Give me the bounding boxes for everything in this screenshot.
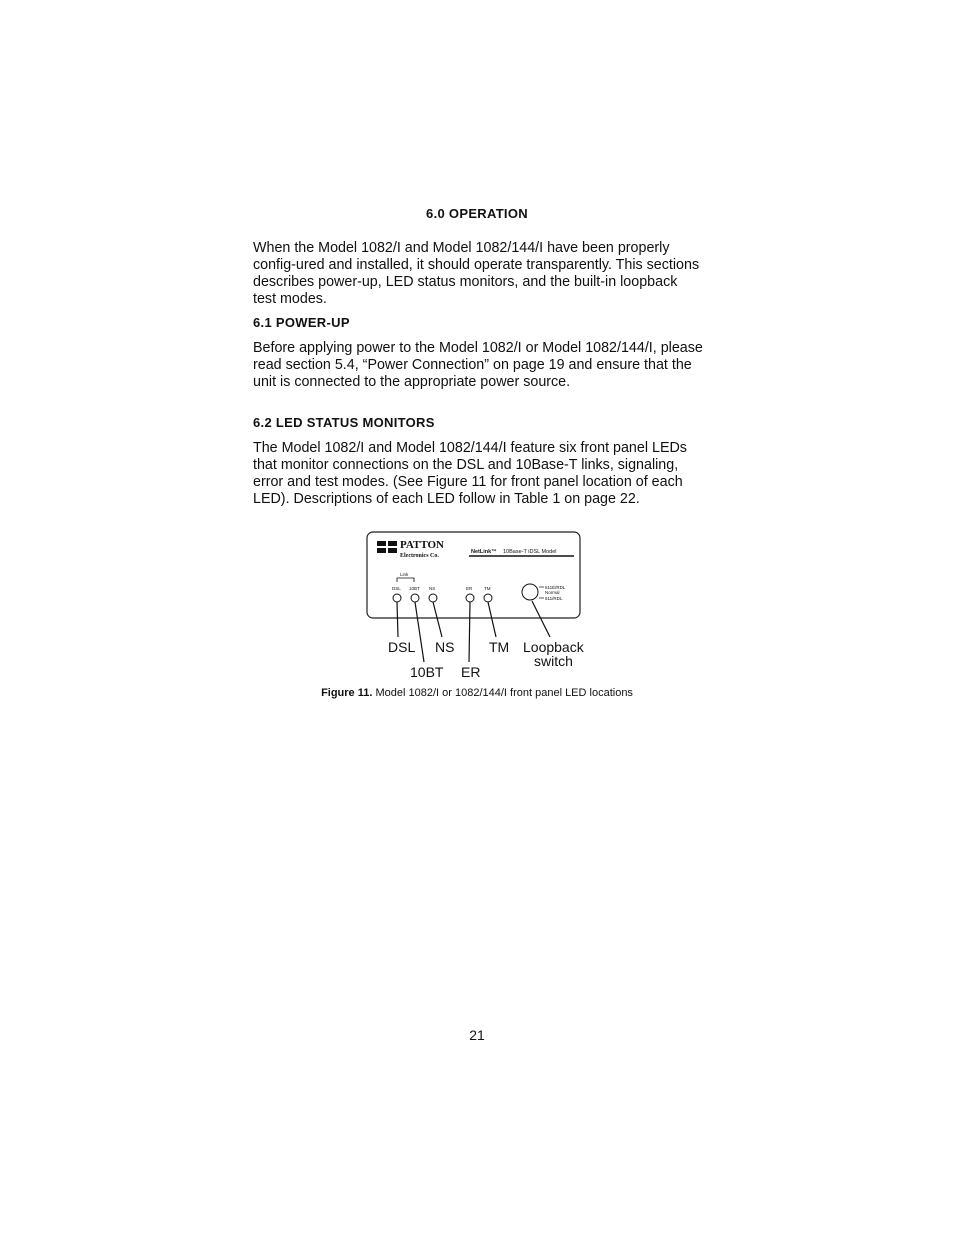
led-label-er: ER — [466, 586, 473, 591]
caption-text: Model 1082/I or 1082/144/I front panel LED locations — [375, 687, 633, 699]
callout-dsl: DSL — [388, 639, 416, 655]
front-panel-outline — [367, 532, 580, 618]
led-ns — [429, 594, 437, 602]
heading-power-up: 6.1 POWER-UP — [253, 315, 350, 330]
led-er — [466, 594, 474, 602]
callout-tm: TM — [489, 639, 510, 655]
led-label-tm: TM — [484, 586, 491, 591]
switch-label-511e-rdl: 511E/RDL — [545, 585, 566, 590]
led-tm — [484, 594, 492, 602]
paragraph-operation: When the Model 1082/I and Model 1082/144/I have been properly config-ured and installed, it should operate transparently. This sections describes power-up, LED status monitors, and the built-in loopback test modes. — [253, 240, 700, 307]
leader-10bt — [415, 602, 424, 662]
paragraph-led-status-monitors: The Model 1082/I and Model 1082/144/I feature six front panel LEDs that monitor connections on the DSL and 10Base-T links, signaling, error and test modes. (See Figure 11 for front panel location of each LED). Descriptions of each LED follow in Table 1 on page 22. — [253, 440, 687, 507]
product-desc: 10Base-T iDSL Model — [503, 549, 557, 555]
brand-name: PATTON — [400, 539, 445, 551]
heading-led-status-monitors: 6.2 LED STATUS MONITORS — [253, 415, 435, 430]
leader-ns — [433, 602, 442, 637]
callout-switch: switch — [534, 653, 573, 669]
brand-sub: Electronics Co. — [400, 553, 439, 559]
paragraph-power-up: Before applying power to the Model 1082/I or Model 1082/144/I, please read section 5.4, “Power Connection” on page 19 and ensure that the unit is connected to the appropriate power source. — [253, 340, 703, 390]
led-label-10bt: 10BT — [409, 586, 420, 591]
led-label-dsl: DSL — [392, 586, 401, 591]
led-label-ns: NS — [429, 586, 436, 591]
leader-er — [469, 602, 470, 662]
loopback-switch — [522, 584, 538, 600]
figure-caption — [0, 687, 954, 699]
callout-loopback: Loopback — [523, 639, 584, 655]
led-10bt — [411, 594, 419, 602]
leader-tm — [488, 602, 496, 637]
link-label: Link — [400, 572, 409, 577]
callout-ns: NS — [435, 639, 455, 655]
link-bracket — [397, 578, 414, 582]
callout-er: ER — [461, 664, 481, 680]
heading-operation: 6.0 OPERATION — [426, 206, 528, 221]
patton-logo-mark — [377, 541, 397, 553]
switch-label-511-rdl: 511/RDL — [545, 596, 563, 601]
caption-label: Figure 11. — [321, 687, 373, 699]
page-number: 21 — [469, 1027, 485, 1043]
switch-label-normal: Normal — [545, 590, 560, 595]
leader-dsl — [397, 602, 398, 637]
callout-10bt: 10BT — [410, 664, 444, 680]
leader-loopback — [532, 601, 550, 637]
product-name: NetLink™ — [471, 549, 497, 555]
led-dsl — [393, 594, 401, 602]
